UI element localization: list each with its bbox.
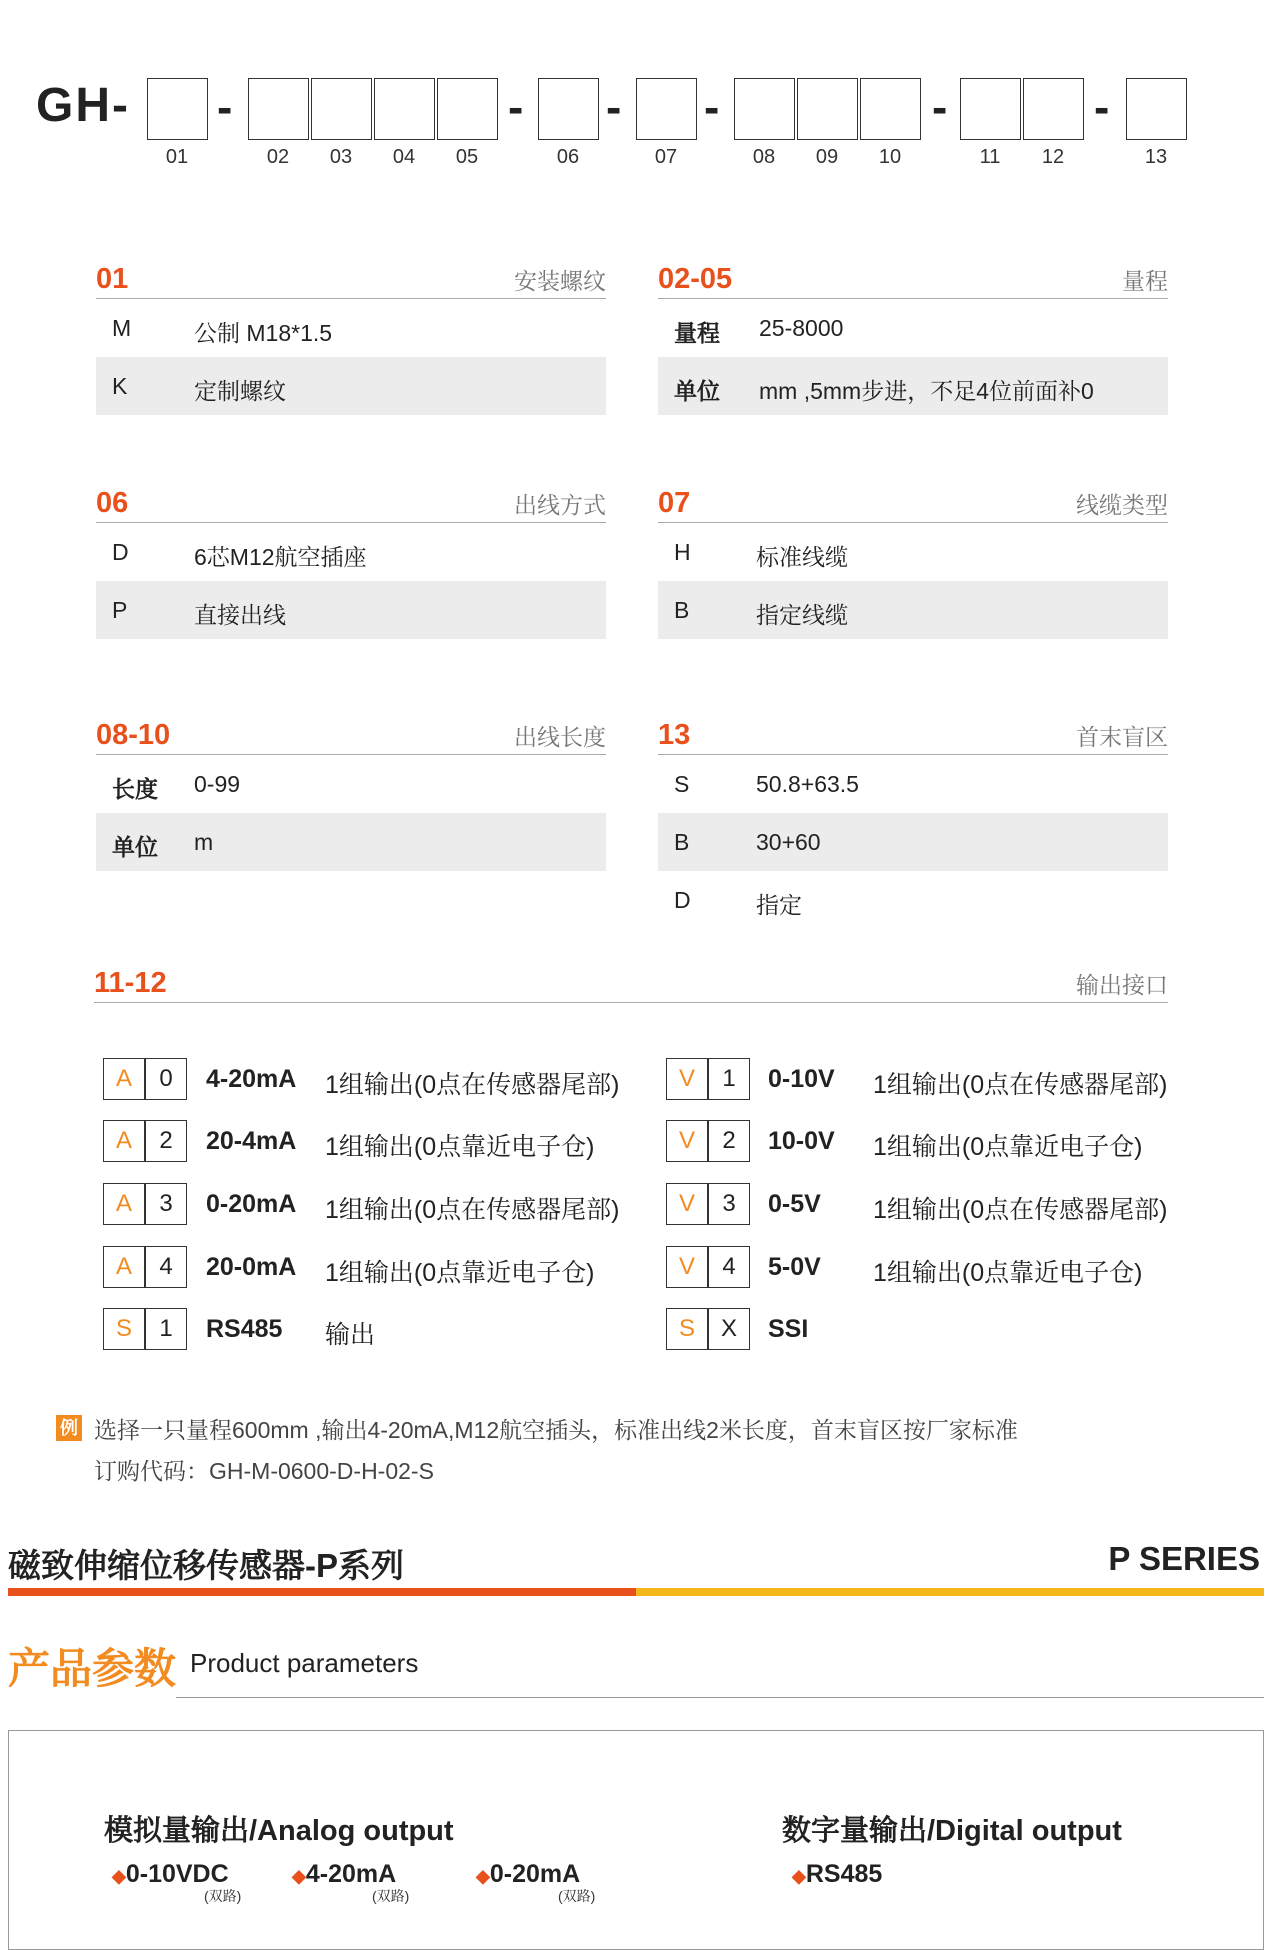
analog-item-sub: (双路) xyxy=(558,1888,596,1904)
code-position-number: 03 xyxy=(329,146,353,168)
output-type-digit: 2 xyxy=(708,1120,750,1162)
spec-value: 指定线缆 xyxy=(756,602,848,628)
spec-code: 08-10 xyxy=(96,719,171,751)
output-signal: 4-20mA xyxy=(206,1065,297,1093)
spec-key: B xyxy=(674,597,690,623)
output-description: 输出 xyxy=(325,1321,376,1349)
output-type-digit: 3 xyxy=(708,1183,750,1225)
spec-key: D xyxy=(112,539,129,565)
code-position-number: 04 xyxy=(392,146,416,168)
diamond-icon: ◆ xyxy=(792,1866,806,1886)
model-code-prefix: GH- xyxy=(36,79,130,132)
code-separator-dash: - xyxy=(217,81,233,133)
output-description: 1组输出(0点在传感器尾部) xyxy=(873,1071,1168,1099)
output-type-letter: V xyxy=(666,1246,708,1288)
code-position-number: 10 xyxy=(878,146,902,168)
output-type-letter: S xyxy=(103,1308,145,1350)
params-title: 产品参数 xyxy=(8,1645,177,1692)
example-order-code: 订购代码：GH-M-0600-D-H-02-S xyxy=(94,1458,434,1484)
params-title-en: Product parameters xyxy=(190,1648,419,1678)
code-separator-dash: - xyxy=(932,81,948,133)
analog-item xyxy=(112,1860,229,1889)
spec-value: 50.8+63.5 xyxy=(756,771,859,797)
series-title: 磁致伸缩位移传感器-P系列 xyxy=(8,1547,404,1584)
series-title-en: P SERIES xyxy=(1108,1540,1260,1577)
output-type-letter: A xyxy=(103,1120,145,1162)
params-divider xyxy=(176,1697,1264,1698)
output-signal: 0-20mA xyxy=(206,1190,297,1218)
output-description: 1组输出(0点靠近电子仓) xyxy=(325,1133,595,1161)
output-description: 1组输出(0点在传感器尾部) xyxy=(873,1196,1168,1224)
spec-value: 定制螺纹 xyxy=(194,378,286,404)
output-description: 1组输出(0点靠近电子仓) xyxy=(325,1259,595,1287)
spec-key: 长度 xyxy=(112,776,158,802)
digital-output-title: 数字量输出/Digital output xyxy=(782,1815,1122,1847)
analog-item-sub: (双路) xyxy=(372,1888,410,1904)
output-signal: 20-0mA xyxy=(206,1253,297,1281)
code-separator-dash: - xyxy=(1094,81,1110,133)
spec-key: M xyxy=(112,315,132,341)
code-position-number: 01 xyxy=(165,146,189,168)
spec-title: 输出接口 xyxy=(1076,972,1168,998)
code-box xyxy=(538,78,599,140)
code-box xyxy=(860,78,921,140)
output-signal: 0-5V xyxy=(768,1190,821,1218)
series-divider-yellow xyxy=(636,1588,1264,1596)
diamond-icon: ◆ xyxy=(292,1866,306,1886)
analog-item-label: 0-10VDC xyxy=(125,1860,229,1888)
code-box xyxy=(960,78,1021,140)
spec-block-08-10 xyxy=(96,718,606,871)
digital-item xyxy=(792,1860,882,1889)
example-badge: 例 xyxy=(56,1415,82,1441)
spec-block-11-12 xyxy=(94,966,1168,1003)
output-type-letter: V xyxy=(666,1058,708,1100)
diamond-icon: ◆ xyxy=(476,1866,490,1886)
code-box xyxy=(374,78,435,140)
code-box xyxy=(147,78,208,140)
output-type-letter: V xyxy=(666,1120,708,1162)
analog-item xyxy=(476,1860,580,1889)
output-type-digit: 1 xyxy=(708,1058,750,1100)
code-box xyxy=(636,78,697,140)
spec-block-06 xyxy=(96,486,606,639)
output-type-letter: S xyxy=(666,1308,708,1350)
code-box xyxy=(1023,78,1084,140)
code-box xyxy=(311,78,372,140)
spec-value: 6芯M12航空插座 xyxy=(194,544,367,570)
code-separator-dash: - xyxy=(508,81,524,133)
output-type-letter: A xyxy=(103,1058,145,1100)
spec-value: m xyxy=(194,829,214,855)
spec-value: 标准线缆 xyxy=(756,544,848,570)
spec-value: 指定 xyxy=(756,892,802,918)
spec-title: 安装螺纹 xyxy=(514,268,606,294)
spec-value: 30+60 xyxy=(756,829,821,855)
spec-block-02-05 xyxy=(658,262,1168,415)
output-description: 1组输出(0点靠近电子仓) xyxy=(873,1259,1143,1287)
spec-title: 出线方式 xyxy=(514,492,606,518)
diamond-icon: ◆ xyxy=(112,1866,126,1886)
spec-value: mm ,5mm步进，不足4位前面补0 xyxy=(759,378,1094,404)
code-box xyxy=(797,78,858,140)
spec-title: 量程 xyxy=(1122,268,1168,294)
spec-key: H xyxy=(674,539,691,565)
output-type-digit: 2 xyxy=(145,1120,187,1162)
spec-key: D xyxy=(674,887,691,913)
code-box xyxy=(248,78,309,140)
spec-key: S xyxy=(674,771,690,797)
code-position-number: 08 xyxy=(752,146,776,168)
spec-key: 单位 xyxy=(674,378,720,404)
spec-key: K xyxy=(112,373,128,399)
spec-block-01 xyxy=(96,262,606,415)
output-type-letter: A xyxy=(103,1183,145,1225)
output-description: 1组输出(0点在传感器尾部) xyxy=(325,1196,620,1224)
output-type-digit: 0 xyxy=(145,1058,187,1100)
spec-value: 直接出线 xyxy=(194,602,286,628)
series-divider-red xyxy=(8,1588,636,1596)
output-type-letter: A xyxy=(103,1246,145,1288)
output-description: 1组输出(0点在传感器尾部) xyxy=(325,1071,620,1099)
spec-block-07 xyxy=(658,486,1168,639)
output-type-digit: 4 xyxy=(708,1246,750,1288)
output-signal: RS485 xyxy=(206,1315,283,1343)
spec-code: 06 xyxy=(96,487,129,519)
code-separator-dash: - xyxy=(704,81,720,133)
analog-item-label: 0-20mA xyxy=(489,1860,581,1888)
spec-value: 公制 M18*1.5 xyxy=(194,320,333,346)
code-position-number: 09 xyxy=(815,146,839,168)
code-separator-dash: - xyxy=(606,81,622,133)
code-box xyxy=(437,78,498,140)
code-box xyxy=(734,78,795,140)
output-signal: 20-4mA xyxy=(206,1127,297,1155)
analog-item-label: 4-20mA xyxy=(305,1860,397,1888)
code-position-number: 07 xyxy=(654,146,678,168)
spec-key: P xyxy=(112,597,128,623)
code-box xyxy=(1126,78,1187,140)
spec-title: 首末盲区 xyxy=(1076,724,1168,750)
spec-code: 13 xyxy=(658,719,691,751)
spec-key: 单位 xyxy=(112,834,158,860)
spec-value: 0-99 xyxy=(194,771,241,797)
spec-code: 02-05 xyxy=(658,263,733,295)
code-position-number: 05 xyxy=(455,146,479,168)
spec-title: 出线长度 xyxy=(514,724,606,750)
output-signal: 0-10V xyxy=(768,1065,835,1093)
spec-key: 量程 xyxy=(674,320,720,346)
spec-block-13 xyxy=(658,718,1168,929)
spec-code: 07 xyxy=(658,487,691,519)
spec-code: 01 xyxy=(96,263,129,295)
output-type-digit: 4 xyxy=(145,1246,187,1288)
analog-output-title: 模拟量输出/Analog output xyxy=(104,1815,454,1847)
analog-item xyxy=(292,1860,396,1889)
code-position-number: 11 xyxy=(979,146,1001,168)
spec-value: 25-8000 xyxy=(759,315,844,341)
analog-item-sub: (双路) xyxy=(204,1888,242,1904)
code-position-number: 06 xyxy=(556,146,580,168)
code-position-number: 02 xyxy=(266,146,290,168)
spec-code: 11-12 xyxy=(94,967,167,999)
code-position-number: 13 xyxy=(1144,146,1168,168)
output-type-digit: X xyxy=(708,1308,750,1350)
output-type-digit: 3 xyxy=(145,1183,187,1225)
spec-key: B xyxy=(674,829,690,855)
spec-title: 线缆类型 xyxy=(1076,492,1168,518)
output-type-digit: 1 xyxy=(145,1308,187,1350)
output-description: 1组输出(0点靠近电子仓) xyxy=(873,1133,1143,1161)
output-type-letter: V xyxy=(666,1183,708,1225)
output-signal: SSI xyxy=(768,1315,809,1343)
code-position-number: 12 xyxy=(1041,146,1065,168)
digital-item-label: RS485 xyxy=(805,1860,883,1888)
output-signal: 10-0V xyxy=(768,1127,835,1155)
example-text: 选择一只量程600mm ,输出4-20mA,M12航空插头，标准出线2米长度，首末盲区按厂家标准 xyxy=(94,1417,1018,1443)
output-signal: 5-0V xyxy=(768,1253,821,1281)
